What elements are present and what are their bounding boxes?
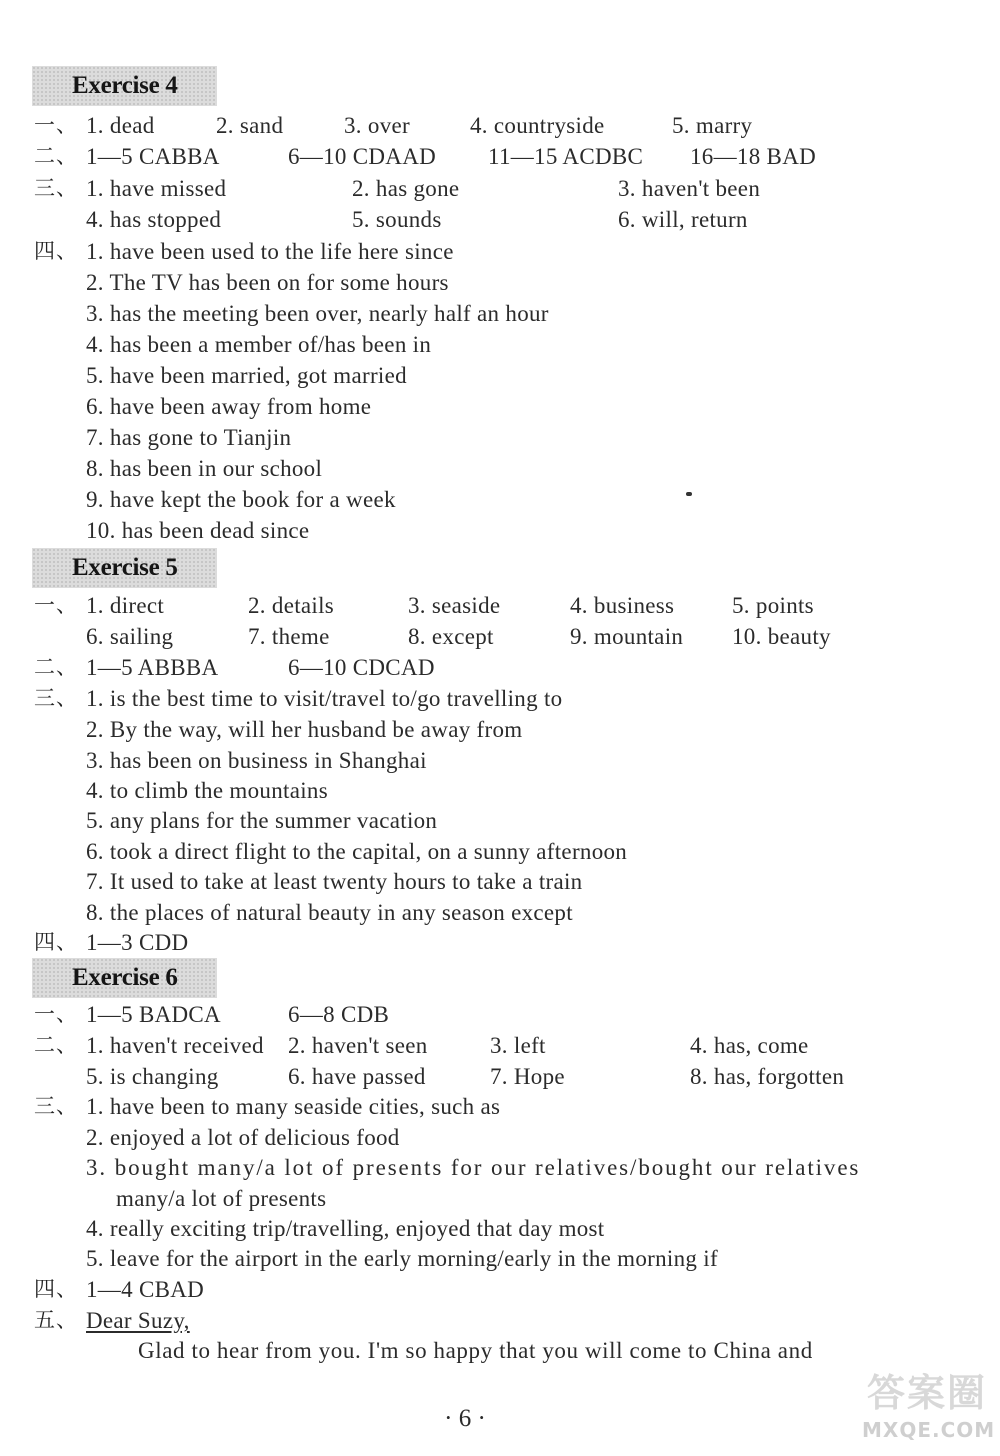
ex4-section-3-marker: 三、 xyxy=(34,176,78,200)
ex5-s1-answer: 7. theme xyxy=(248,624,330,649)
ex6-s2-answer: 6. have passed xyxy=(288,1064,426,1089)
ex6-section-5-marker: 五、 xyxy=(34,1308,78,1332)
ex6-s2-answer: 1. haven't received xyxy=(86,1033,264,1058)
ex4-s3-answer: 4. has stopped xyxy=(86,207,222,232)
ex5-s3-item: 1. is the best time to visit/travel to/go travelling to xyxy=(86,686,563,711)
ex4-s2-answer: 11—15 ACDBC xyxy=(488,144,644,169)
ex4-s4-item: 1. have been used to the life here since xyxy=(86,239,454,264)
ex5-section-2-marker: 二、 xyxy=(34,655,78,679)
ex4-s1-answer: 1. dead xyxy=(86,113,155,138)
ex5-s1-answer: 1. direct xyxy=(86,593,165,618)
ex6-s2-answer: 2. haven't seen xyxy=(288,1033,428,1058)
letter-greeting: Dear Suzy, xyxy=(86,1308,190,1333)
ex5-s3-item: 6. took a direct flight to the capital, on a sunny afternoon xyxy=(86,839,628,864)
ex5-s1-answer: 9. mountain xyxy=(570,624,684,649)
ex5-s1-answer: 8. except xyxy=(408,624,494,649)
ex4-s1-answer: 3. over xyxy=(344,113,410,138)
ex6-s3-item: 4. really exciting trip/travelling, enjoyed that day most xyxy=(86,1216,605,1241)
ex5-s3-item: 8. the places of natural beauty in any season except xyxy=(86,900,573,925)
ex4-s2-answer: 16—18 BAD xyxy=(690,144,817,169)
ex5-s2-answer: 1—5 ABBBA xyxy=(86,655,219,680)
ex5-s3-item: 2. By the way, will her husband be away from xyxy=(86,717,523,742)
ex4-s4-item: 6. have been away from home xyxy=(86,394,372,419)
ex4-s1-answer: 5. marry xyxy=(672,113,753,138)
ex4-section-1-marker: 一、 xyxy=(34,113,78,137)
ex6-section-3-marker: 三、 xyxy=(34,1094,78,1118)
exercise-4-header xyxy=(32,66,217,106)
exercise-6-title: Exercise 6 xyxy=(72,964,178,991)
ex6-s3-item: 2. enjoyed a lot of delicious food xyxy=(86,1125,400,1150)
ex5-s1-answer: 2. details xyxy=(248,593,335,618)
ex4-section-4-marker: 四、 xyxy=(34,239,78,263)
ink-speck xyxy=(686,492,692,496)
ex5-s2-answer: 6—10 CDCAD xyxy=(288,655,435,680)
ex5-s1-answer: 6. sailing xyxy=(86,624,174,649)
ex6-s3-item-continued: many/a lot of presents xyxy=(116,1186,327,1211)
ex5-section-3-marker: 三、 xyxy=(34,686,78,710)
ex6-s2-answer: 5. is changing xyxy=(86,1064,219,1089)
ex6-s2-answer: 8. has, forgotten xyxy=(690,1064,845,1089)
ex4-s4-item: 7. has gone to Tianjin xyxy=(86,425,292,450)
ex4-s4-item: 3. has the meeting been over, nearly half an hour xyxy=(86,301,549,326)
ex4-s2-answer: 1—5 CABBA xyxy=(86,144,220,169)
ex6-section-1-marker: 一、 xyxy=(34,1002,78,1026)
exercise-5-header xyxy=(32,548,217,588)
ex5-s4-answer: 1—3 CDD xyxy=(86,930,189,955)
watermark-logo xyxy=(862,1362,996,1450)
letter-body: Glad to hear from you. I'm so happy that you will come to China and xyxy=(138,1338,813,1363)
ex4-s4-item: 4. has been a member of/has been in xyxy=(86,332,432,357)
ex5-s3-item: 4. to climb the mountains xyxy=(86,778,328,803)
ex6-s2-answer: 3. left xyxy=(490,1033,546,1058)
ex5-section-1-marker: 一、 xyxy=(34,593,78,617)
ex5-section-4-marker: 四、 xyxy=(34,930,78,954)
ex6-s2-answer: 7. Hope xyxy=(490,1064,565,1089)
ex5-s1-answer: 4. business xyxy=(570,593,675,618)
ex5-s1-answer: 5. points xyxy=(732,593,814,618)
ex6-s1-answer: 6—8 CDB xyxy=(288,1002,390,1027)
ex4-s4-item: 9. have kept the book for a week xyxy=(86,487,396,512)
exercise-6-header xyxy=(32,958,217,998)
ex4-s3-answer: 3. haven't been xyxy=(618,176,761,201)
ex4-s1-answer: 4. countryside xyxy=(470,113,605,138)
ex4-s4-item: 8. has been in our school xyxy=(86,456,323,481)
ex4-s3-answer: 2. has gone xyxy=(352,176,460,201)
ex6-s3-item: 5. leave for the airport in the early morning/early in the morning if xyxy=(86,1246,718,1271)
ex6-s1-answer: 1—5 BADCA xyxy=(86,1002,221,1027)
page-number: · 6 · xyxy=(444,1405,486,1432)
ex6-section-2-marker: 二、 xyxy=(34,1033,78,1057)
ex4-s2-answer: 6—10 CDAAD xyxy=(288,144,437,169)
ex6-s3-item: 1. have been to many seaside cities, such as xyxy=(86,1094,501,1119)
ex5-s3-item: 7. It used to take at least twenty hours to take a train xyxy=(86,869,583,894)
ex5-s1-answer: 10. beauty xyxy=(732,624,831,649)
ex6-s3-item: 3. bought many/a lot of presents for our relatives/bought our relatives xyxy=(86,1155,861,1180)
watermark-top-text: 答案圈 xyxy=(866,1371,987,1415)
ex4-s3-answer: 6. will, return xyxy=(618,207,748,232)
exercise-5-title: Exercise 5 xyxy=(72,554,178,581)
ex5-s3-item: 3. has been on business in Shanghai xyxy=(86,748,427,773)
ex4-s3-answer: 1. have missed xyxy=(86,176,227,201)
watermark-bottom-text: MXQE.COM xyxy=(862,1418,996,1442)
ex4-section-2-marker: 二、 xyxy=(34,144,78,168)
ex6-section-4-marker: 四、 xyxy=(34,1277,78,1301)
ex6-s2-answer: 4. has, come xyxy=(690,1033,809,1058)
ex5-s3-item: 5. any plans for the summer vacation xyxy=(86,808,438,833)
ex4-s1-answer: 2. sand xyxy=(216,113,284,138)
ex6-s4-answer: 1—4 CBAD xyxy=(86,1277,205,1302)
ex5-s1-answer: 3. seaside xyxy=(408,593,501,618)
ex4-s4-item: 5. have been married, got married xyxy=(86,363,407,388)
ex4-s4-item: 10. has been dead since xyxy=(86,518,310,543)
exercise-4-title: Exercise 4 xyxy=(72,72,178,99)
ex4-s4-item: 2. The TV has been on for some hours xyxy=(86,270,449,295)
ex4-s3-answer: 5. sounds xyxy=(352,207,442,232)
